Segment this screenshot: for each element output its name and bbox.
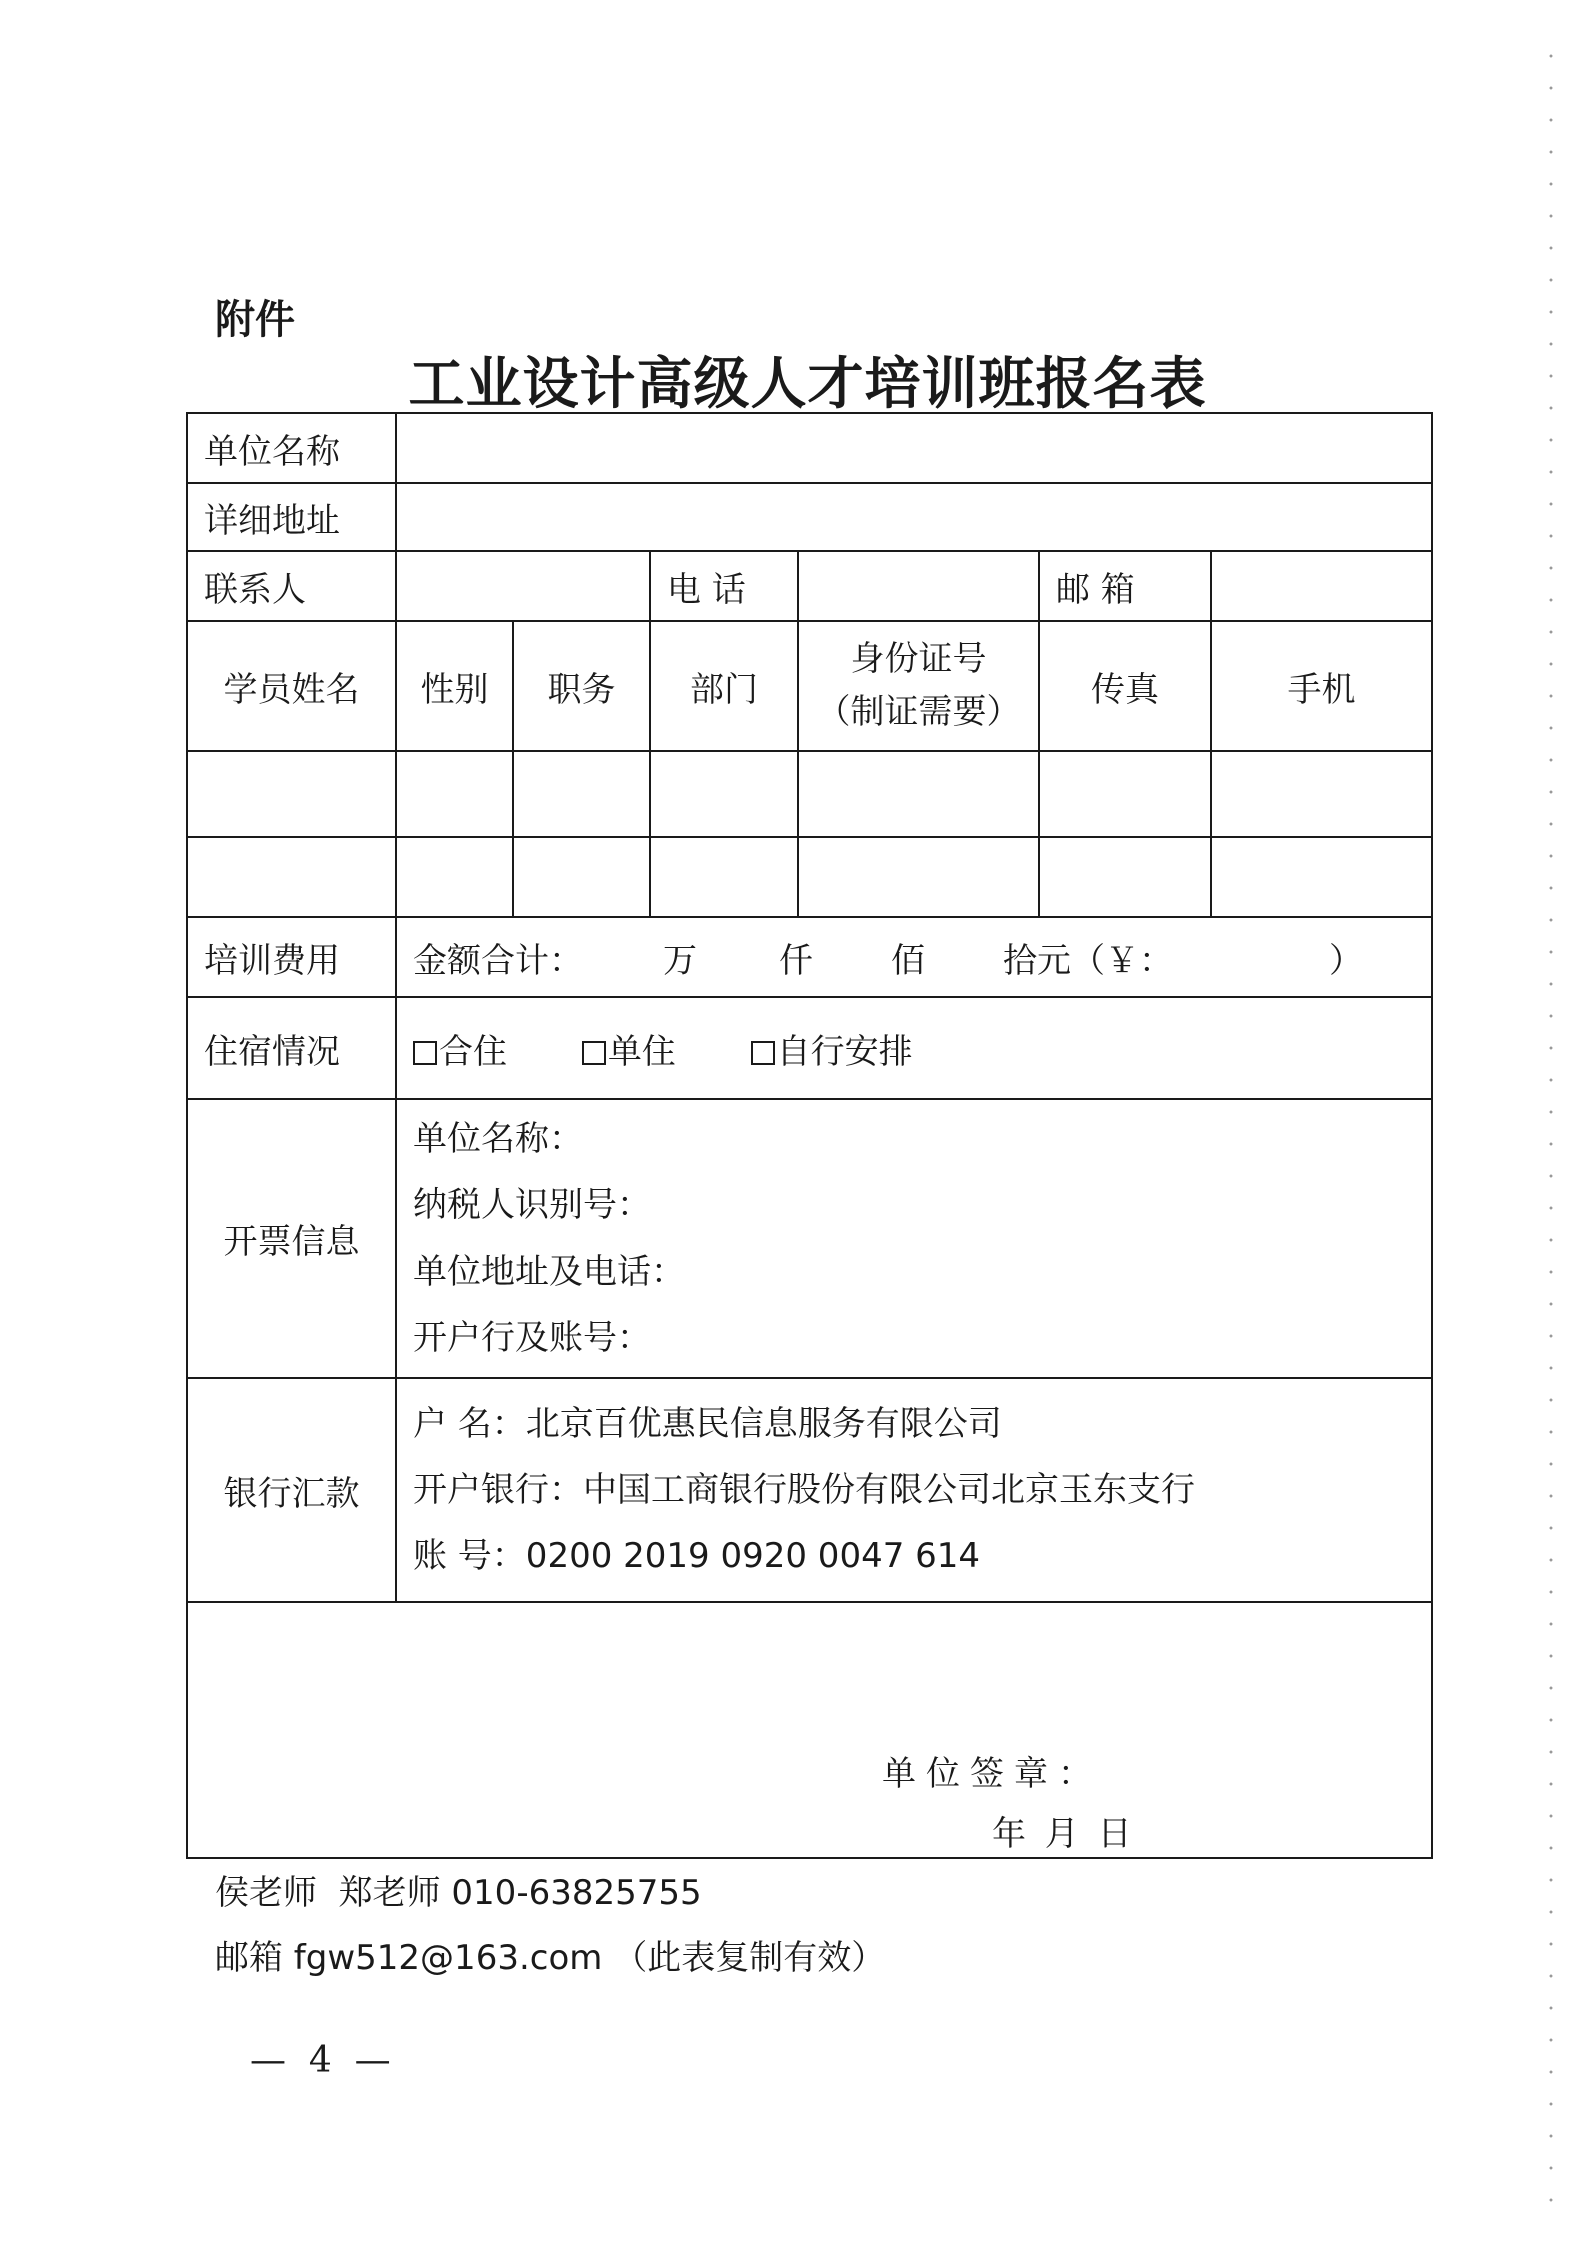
fee-close-bracket: ）: [1329, 940, 1363, 981]
row-unit-name: [187, 413, 1432, 483]
col-header-fax: 传真: [1039, 621, 1211, 751]
invoice-tax-id: 纳税人识别号：: [413, 1185, 651, 1226]
checkbox-icon[interactable]: [751, 1041, 775, 1065]
row-fee: [187, 917, 1432, 997]
fee-field[interactable]: [396, 917, 1432, 997]
email-label: 邮 箱: [1039, 551, 1211, 621]
contact-email: 邮箱 fgw512@163.com （此表复制有效）: [215, 1938, 886, 1978]
checkbox-icon[interactable]: [582, 1041, 606, 1065]
bank-branch: 开户银行：中国工商银行股份有限公司北京玉东支行: [413, 1470, 1195, 1511]
contact-teachers: 侯老师 郑老师 010-63825755: [215, 1873, 702, 1913]
student-position-cell[interactable]: [513, 837, 650, 917]
unit-name-label: 单位名称: [187, 413, 396, 483]
fee-label: 培训费用: [187, 917, 396, 997]
col-header-mobile: 手机: [1211, 621, 1432, 751]
phone-label: 电 话: [650, 551, 798, 621]
row-column-headers: [187, 621, 1432, 751]
col-header-id-number: [798, 621, 1039, 751]
phone-field[interactable]: [798, 551, 1039, 621]
student-name-cell[interactable]: [187, 751, 396, 837]
student-id-cell[interactable]: [798, 751, 1039, 837]
address-field[interactable]: [396, 483, 1432, 551]
row-invoice: [187, 1099, 1432, 1378]
contact-field[interactable]: [396, 551, 650, 621]
lodging-option-single[interactable]: [582, 1032, 676, 1072]
attachment-label: 附件: [215, 297, 295, 343]
student-gender-cell[interactable]: [396, 751, 513, 837]
student-fax-cell[interactable]: [1039, 751, 1211, 837]
lodging-option-self-arranged[interactable]: [751, 1032, 913, 1072]
row-bank-transfer: [187, 1378, 1432, 1602]
student-fax-cell[interactable]: [1039, 837, 1211, 917]
invoice-label: 开票信息: [187, 1099, 396, 1378]
student-id-cell[interactable]: [798, 837, 1039, 917]
student-department-cell[interactable]: [650, 751, 798, 837]
seal-label: 单位签章：: [882, 1754, 1102, 1795]
email-field[interactable]: [1211, 551, 1432, 621]
fee-total-label: 金额合计：: [413, 940, 583, 981]
student-row: [187, 837, 1432, 917]
col-header-position: 职务: [513, 621, 650, 751]
invoice-unit-name: 单位名称：: [413, 1119, 583, 1159]
registration-form-table: [186, 412, 1433, 1859]
bank-account-number: 账 号：0200 2019 0920 0047 614: [413, 1536, 981, 1577]
form-title: 工业设计高级人才培训班报名表: [408, 351, 1207, 417]
col-header-name: 学员姓名: [187, 621, 396, 751]
col-header-gender: 性别: [396, 621, 513, 751]
id-number-note: （制证需要）: [816, 692, 1021, 732]
fee-shi-yuan-label: 拾元（￥：: [1003, 940, 1173, 981]
lodging-label: 住宿情况: [187, 997, 396, 1099]
fee-wan-label: 万: [663, 940, 697, 981]
lodging-option-shared[interactable]: [413, 1032, 507, 1072]
lodging-option-label: 单住: [607, 1031, 676, 1072]
address-label: 详细地址: [187, 483, 396, 551]
student-department-cell[interactable]: [650, 837, 798, 917]
col-header-department: 部门: [650, 621, 798, 751]
student-mobile-cell[interactable]: [1211, 751, 1432, 837]
student-mobile-cell[interactable]: [1211, 837, 1432, 917]
lodging-options: [396, 997, 1432, 1099]
student-name-cell[interactable]: [187, 837, 396, 917]
row-signature: [187, 1602, 1432, 1858]
lodging-option-label: 自行安排: [776, 1031, 913, 1072]
row-address: [187, 483, 1432, 551]
invoice-bank-account: 开户行及账号：: [413, 1317, 651, 1358]
student-position-cell[interactable]: [513, 751, 650, 837]
checkbox-icon[interactable]: [413, 1041, 437, 1065]
fee-qian-label: 仟: [779, 940, 813, 981]
invoice-fields[interactable]: [396, 1099, 1432, 1378]
lodging-option-label: 合住: [439, 1031, 507, 1072]
student-gender-cell[interactable]: [396, 837, 513, 917]
bank-details: [396, 1378, 1432, 1602]
bank-account-name: 户 名：北京百优惠民信息服务有限公司: [413, 1403, 1002, 1444]
row-contact: [187, 551, 1432, 621]
invoice-address-phone: 单位地址及电话：: [413, 1251, 685, 1292]
fee-bai-label: 佰: [891, 940, 925, 981]
row-lodging: [187, 997, 1432, 1099]
bank-label: 银行汇款: [187, 1378, 396, 1602]
page-number: — 4 —: [250, 2040, 391, 2081]
id-number-label: 身份证号: [850, 639, 987, 680]
binding-dots: [1548, 40, 1554, 2220]
unit-name-field[interactable]: [396, 413, 1432, 483]
date-label: 年 月 日: [992, 1814, 1136, 1855]
contact-label: 联系人: [187, 551, 396, 621]
student-row: [187, 751, 1432, 837]
signature-area[interactable]: [187, 1602, 1432, 1858]
